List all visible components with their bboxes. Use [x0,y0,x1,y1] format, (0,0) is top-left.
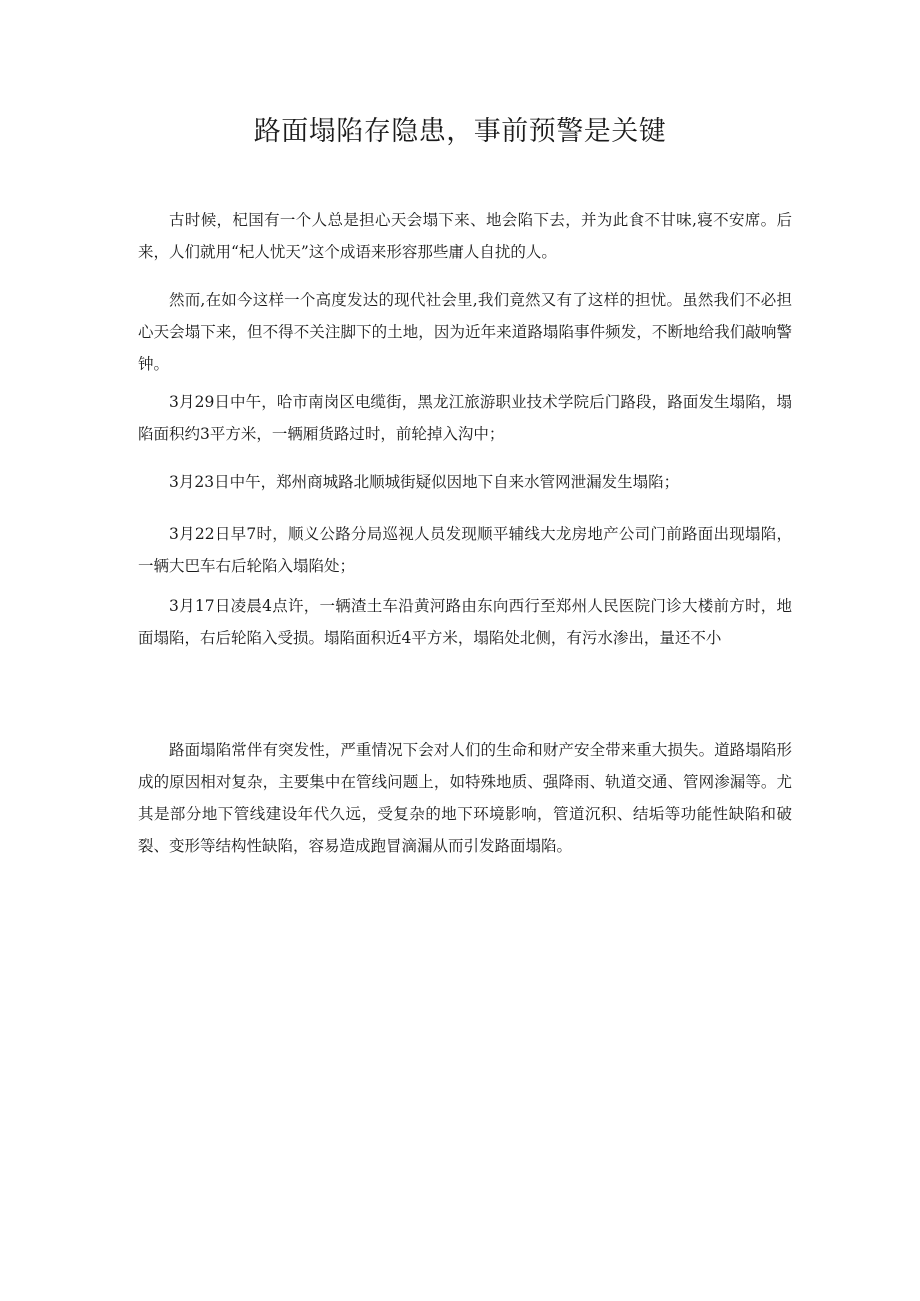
paragraph-modern-worry: 然而,在如今这样一个高度发达的现代社会里,我们竟然又有了这样的担忧。虽然我们不必担心天会塌下来，但不得不关注脚下的土地，因为近年来道路塌陷事件频发，不断地给我们敲响警钟。 [138,291,792,373]
paragraph-incident-mar-17: 3月17日凌晨4点许，一辆渣土车沿黄河路由东向西行至郑州人民医院门诊大楼前方时，地面塌陷，右后轮陷入受损。塌陷面积近4平方米，塌陷处北侧，有污水渗出，量还不小 [138,597,792,647]
paragraph-incident-mar-22: 3月22日早7时，顺义公路分局巡视人员发现顺平辅线大龙房地产公司门前路面出现塌陷，一辆大巴车右后轮陷入塌陷处； [138,525,792,575]
paragraph-collapse-causes: 路面塌陷常伴有突发性，严重情况下会对人们的生命和财产安全带来重大损失。道路塌陷形成的原因相对复杂，主要集中在管线问题上，如特殊地质、强降雨、轨道交通、管网渗漏等。尤其是部分地下管线建设年代久远，受复杂的地下环境影响，管道沉积、结垢等功能性缺陷和破裂、变形等结构性缺陷，容易造成跑冒滴漏从而引发路面塌陷。 [138,741,792,855]
paragraph-qi-ren-you-tian: 古时候，杞国有一个人总是担心天会塌下来、地会陷下去，并为此食不甘味,寝不安席。后来，人们就用“杞人忧天”这个成语来形容那些庸人自扰的人。 [138,211,792,261]
document-title: 路面塌陷存隐患，事前预警是关键 [253,116,667,147]
paragraph-incident-mar-29: 3月29日中午，哈市南岗区电缆街，黑龙江旅游职业技术学院后门路段，路面发生塌陷，塌陷面积约3平方米，一辆厢货路过时，前轮掉入沟中； [138,393,792,443]
paragraph-incident-mar-23: 3月23日中午，郑州商城路北顺城街疑似因地下自来水管网泄漏发生塌陷； [169,473,680,491]
